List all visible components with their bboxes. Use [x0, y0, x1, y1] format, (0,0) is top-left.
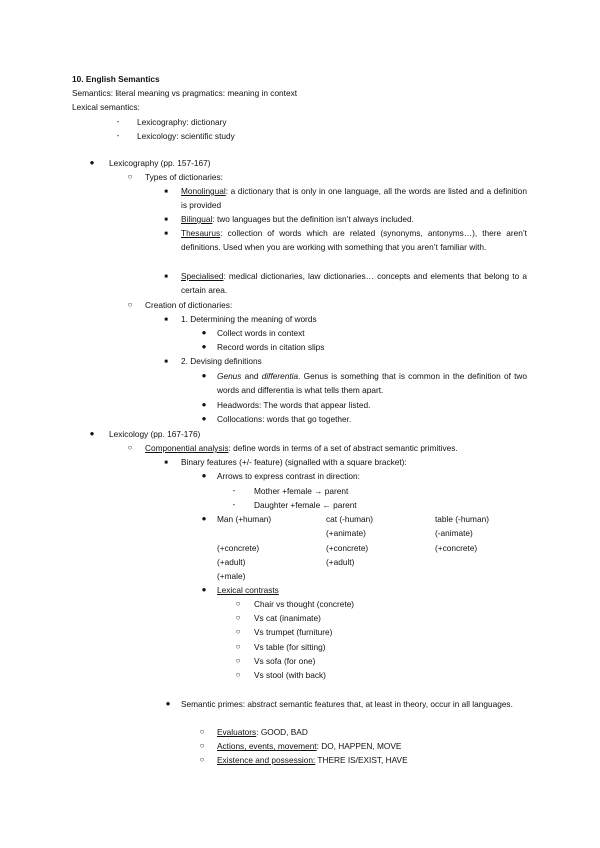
- record-text: Record words in citation slips: [217, 342, 325, 352]
- lexicography-short: Lexicography: dictionary: [137, 117, 227, 127]
- circle-bullet: ○: [235, 656, 241, 665]
- creation-heading: Creation of dictionaries:: [145, 300, 233, 310]
- dash-bullet: -: [116, 117, 120, 126]
- table-concrete: (+concrete): [435, 543, 478, 553]
- bilingual-term: Bilingual: [181, 214, 213, 224]
- semantic-primes-text: Semantic primes: abstract semantic features that, at least in theory, occur in all languages.: [181, 699, 513, 709]
- circle-bullet: ○: [235, 627, 241, 636]
- circle-bullet: ○: [235, 642, 241, 651]
- circle-bullet: ○: [199, 727, 205, 736]
- table-animate: (-animate): [435, 528, 473, 538]
- bilingual-definition: : two languages but the definition isn’t always included.: [212, 214, 414, 224]
- collocations-text: Collocations: words that go together.: [217, 414, 352, 424]
- thesaurus-term: Thesaurus: [181, 228, 221, 238]
- step1-text: 1. Determining the meaning of words: [181, 314, 317, 324]
- headwords-text: Headwords: The words that appear listed.: [217, 400, 371, 410]
- mother-text: Mother +female → parent: [254, 486, 349, 496]
- componential-term: Componential analysis: [145, 443, 229, 453]
- evaluators-term: Evaluators: [217, 727, 257, 737]
- circle-bullet: ○: [127, 443, 133, 452]
- circle-bullet: ○: [127, 172, 133, 181]
- step2-text: 2. Devising definitions: [181, 356, 262, 366]
- cat-text: cat (-human): [326, 514, 374, 524]
- arrows-text: Arrows to express contrast in direction:: [217, 471, 360, 481]
- collect-text: Collect words in context: [217, 328, 305, 338]
- dash-bullet: -: [232, 500, 236, 509]
- genus-term: Genus: [217, 371, 242, 381]
- square-bullet: ■: [164, 189, 168, 195]
- disc-bullet: ●: [201, 400, 207, 409]
- specialised-term: Specialised: [181, 271, 224, 281]
- evaluators-definition: : GOOD, BAD: [256, 727, 308, 737]
- disc-bullet: ●: [89, 429, 95, 438]
- disc-bullet: ●: [201, 414, 207, 423]
- bilingual-item: [181, 212, 414, 226]
- disc-bullet: ●: [89, 158, 95, 167]
- and-text: and: [241, 371, 262, 381]
- circle-bullet: ○: [199, 755, 205, 764]
- disc-bullet: ●: [201, 471, 207, 480]
- lexicology-short: Lexicology: scientific study: [137, 131, 235, 141]
- circle-bullet: ○: [235, 613, 241, 622]
- disc-bullet: ●: [201, 342, 207, 351]
- lexical-semantics-label: Lexical semantics:: [72, 102, 140, 112]
- lexical-contrast-item: Vs table (for sitting): [254, 642, 326, 652]
- man-adult: (+adult): [217, 557, 246, 567]
- lexical-contrast-item: Vs sofa (for one): [254, 656, 316, 666]
- disc-bullet: ●: [201, 514, 207, 523]
- daughter-text: Daughter +female ← parent: [254, 500, 357, 510]
- man-concrete: (+concrete): [217, 543, 260, 553]
- lexical-contrast-item: Chair vs thought (concrete): [254, 599, 355, 609]
- actions-term: Actions, events, movement: [217, 741, 317, 751]
- monolingual-item: [181, 184, 527, 212]
- componential-item: [145, 441, 458, 455]
- monolingual-definition: : a dictionary that is only in one language, all the words are listed and a definition is provided: [181, 186, 527, 210]
- existence-item: [217, 753, 408, 767]
- disc-bullet: ●: [201, 585, 207, 594]
- existence-definition: THERE IS/EXIST, HAVE: [315, 755, 408, 765]
- dash-bullet: -: [116, 131, 120, 140]
- componential-definition: : define words in terms of a set of abstract semantic primitives.: [228, 443, 458, 453]
- types-heading: Types of dictionaries:: [145, 172, 223, 182]
- disc-bullet: ●: [165, 699, 171, 708]
- man-male: (+male): [217, 571, 246, 581]
- dash-bullet: -: [232, 486, 236, 495]
- cat-animate: (+animate): [326, 528, 366, 538]
- document-title: 10. English Semantics: [72, 74, 160, 84]
- cat-adult: (+adult): [326, 557, 355, 567]
- binary-features-text: Binary features (+/- feature) (signalled with a square bracket):: [181, 457, 407, 467]
- monolingual-term: Monolingual: [181, 186, 226, 196]
- genus-item: [217, 369, 527, 397]
- square-bullet: ■: [164, 359, 168, 365]
- evaluators-item: [217, 725, 308, 739]
- lexical-contrasts-heading: Lexical contrasts: [217, 585, 279, 595]
- existence-term: Existence and possession:: [217, 755, 316, 765]
- square-bullet: ■: [164, 317, 168, 323]
- circle-bullet: ○: [127, 300, 133, 309]
- actions-item: [217, 739, 401, 753]
- square-bullet: ■: [164, 274, 168, 280]
- genus-definition: . Genus is something that is common in the definition of two words and differentia is what tells them apart.: [217, 371, 527, 395]
- thesaurus-definition: : collection of words which are related (synonyms, antonyms…), there aren’t definitions. Used when you are working with something that you aren’t familiar with.: [181, 228, 527, 252]
- lexical-contrast-item: Vs stool (with back): [254, 670, 326, 680]
- thesaurus-item: [181, 226, 527, 254]
- lexicology-heading: Lexicology (pp. 167-176): [109, 429, 201, 439]
- lexical-contrast-item: Vs trumpet (furniture): [254, 627, 333, 637]
- disc-bullet: ●: [201, 371, 207, 380]
- differentia-term: differentia: [261, 371, 299, 381]
- square-bullet: ■: [164, 231, 168, 237]
- disc-bullet: ●: [201, 328, 207, 337]
- specialised-item: [181, 269, 527, 297]
- semantics-line: Semantics: literal meaning vs pragmatics: meaning in context: [72, 88, 298, 98]
- actions-definition: : DO, HAPPEN, MOVE: [316, 741, 402, 751]
- lexical-contrast-item: Vs cat (inanimate): [254, 613, 321, 623]
- square-bullet: ■: [164, 217, 168, 223]
- specialised-definition: : medical dictionaries, law dictionaries… concepts and elements that belong to a certain area.: [181, 271, 527, 295]
- square-bullet: ■: [164, 460, 168, 466]
- table-text: table (-human): [435, 514, 489, 524]
- man-text: Man (+human): [217, 514, 272, 524]
- circle-bullet: ○: [235, 599, 241, 608]
- circle-bullet: ○: [235, 670, 241, 679]
- circle-bullet: ○: [199, 741, 205, 750]
- cat-concrete: (+concrete): [326, 543, 369, 553]
- lexicography-heading: Lexicography (pp. 157-167): [109, 158, 211, 168]
